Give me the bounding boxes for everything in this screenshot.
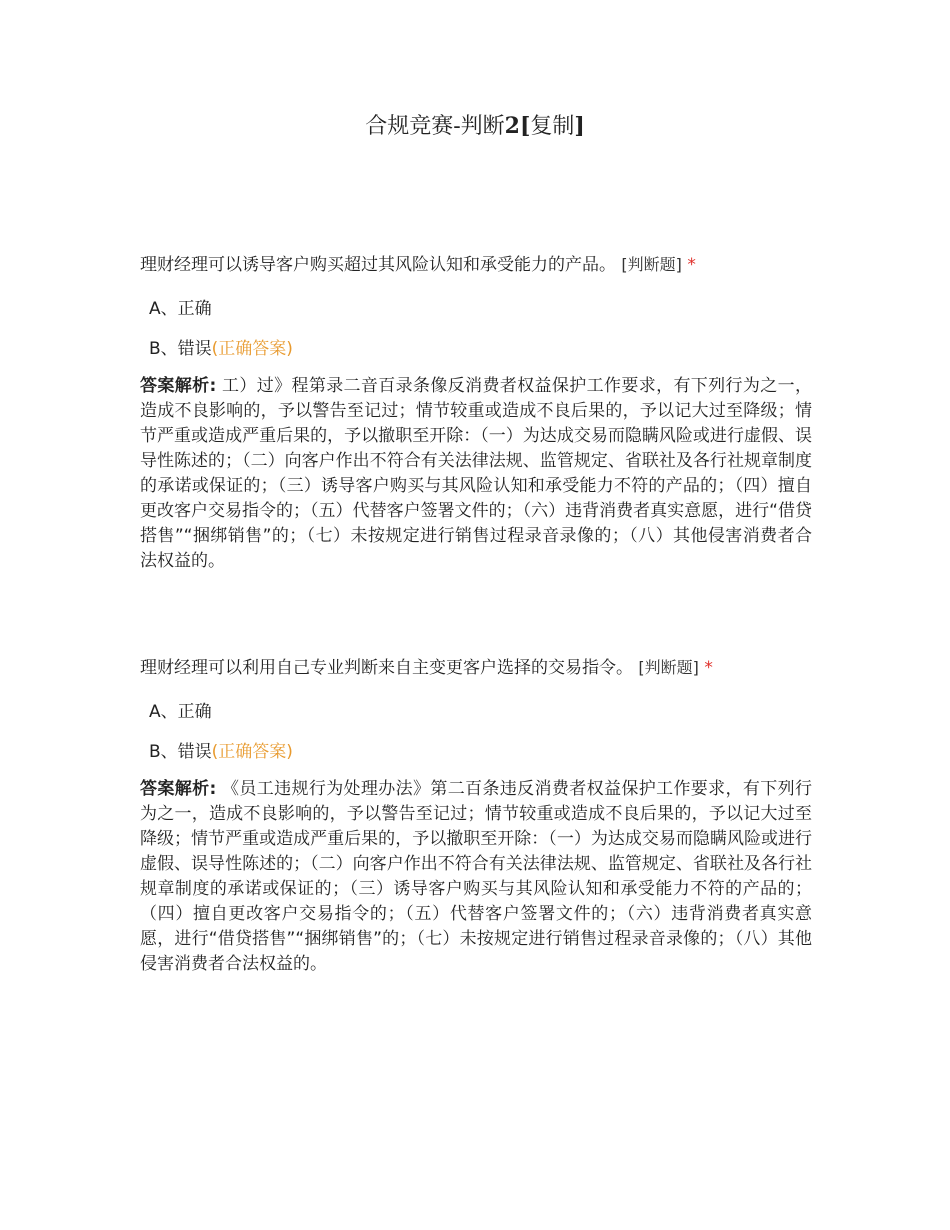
option-label: A、正确 bbox=[149, 299, 212, 319]
required-mark: * bbox=[704, 658, 713, 678]
option-a bbox=[149, 296, 812, 322]
title-number: 2[ bbox=[504, 113, 531, 139]
required-mark: * bbox=[687, 255, 696, 275]
question-1 bbox=[140, 252, 812, 574]
question-stem bbox=[140, 655, 812, 681]
question-2 bbox=[140, 655, 812, 977]
correct-answer-badge: (正确答案) bbox=[211, 339, 293, 359]
answer-analysis bbox=[140, 374, 812, 574]
question-text: 理财经理可以诱导客户购买超过其风险认知和承受能力的产品。 bbox=[140, 255, 616, 275]
title-main: 合规竞赛-判断 bbox=[365, 114, 505, 139]
option-b bbox=[149, 739, 812, 765]
question-stem bbox=[140, 252, 812, 278]
analysis-label: 答案解析: bbox=[140, 779, 217, 799]
option-label: A、正确 bbox=[149, 702, 212, 722]
question-type-tag: [判断题] bbox=[621, 255, 682, 274]
option-b bbox=[149, 336, 812, 362]
answer-analysis bbox=[140, 777, 812, 977]
analysis-label: 答案解析: bbox=[140, 376, 217, 396]
option-label: B、错误 bbox=[149, 742, 212, 762]
question-text: 理财经理可以利用自己专业判断来自主变更客户选择的交易指令。 bbox=[140, 658, 633, 678]
option-label: B、错误 bbox=[149, 339, 212, 359]
analysis-text: 《员工违规行为处理办法》第二百条违反消费者权益保护工作要求，有下列行为之一，造成不良影响的，予以警告至记过；情节较重或造成不良后果的，予以记大过至降级；情节严重或造成严重后果的，予以撤职至开除：（一）为达成交易而隐瞒风险或进行虚假、误导性陈述的；（二）向客户作出不符合有关法律法规、监管规定、省联社及各行社规章制度的承诺或保证的；（三）诱导客户购买与其风险认知和承受能力不符的产品的；（四）擅自更改客户交易指令的；（五）代替客户签署文件的；（六）违背消费者真实意愿，进行“借贷搭售”“捆绑销售”的；（七）未按规定进行销售过程录音录像的；（八）其他侵害消费者合法权益的。 bbox=[140, 779, 812, 974]
analysis-text: 工）过》程第录二音百录条像反消费者权益保护工作要求，有下列行为之一，造成不良影响的，予以警告至记过；情节较重或造成不良后果的，予以记大过至降级；情节严重或造成严重后果的，予以撤职至开除：（一）为达成交易而隐瞒风险或进行虚假、误导性陈述的；（二）向客户作出不符合有关法律法规、监管规定、省联社及各行社规章制度的承诺或保证的；（三）诱导客户购买与其风险认知和承受能力不符的产品的；（四）擅自更改客户交易指令的；（五）代替客户签署文件的；（六）违背消费者真实意愿，进行“借贷搭售”“捆绑销售”的；（七）未按规定进行销售过程录音录像的；（八）其他侵害消费者合法权益的。 bbox=[140, 376, 812, 571]
correct-answer-badge: (正确答案) bbox=[211, 742, 293, 762]
page-title bbox=[0, 110, 950, 143]
title-suffix: 复制 bbox=[530, 114, 575, 139]
title-close-bracket: ] bbox=[574, 113, 585, 139]
option-a bbox=[149, 699, 812, 725]
question-type-tag: [判断题] bbox=[638, 658, 699, 677]
